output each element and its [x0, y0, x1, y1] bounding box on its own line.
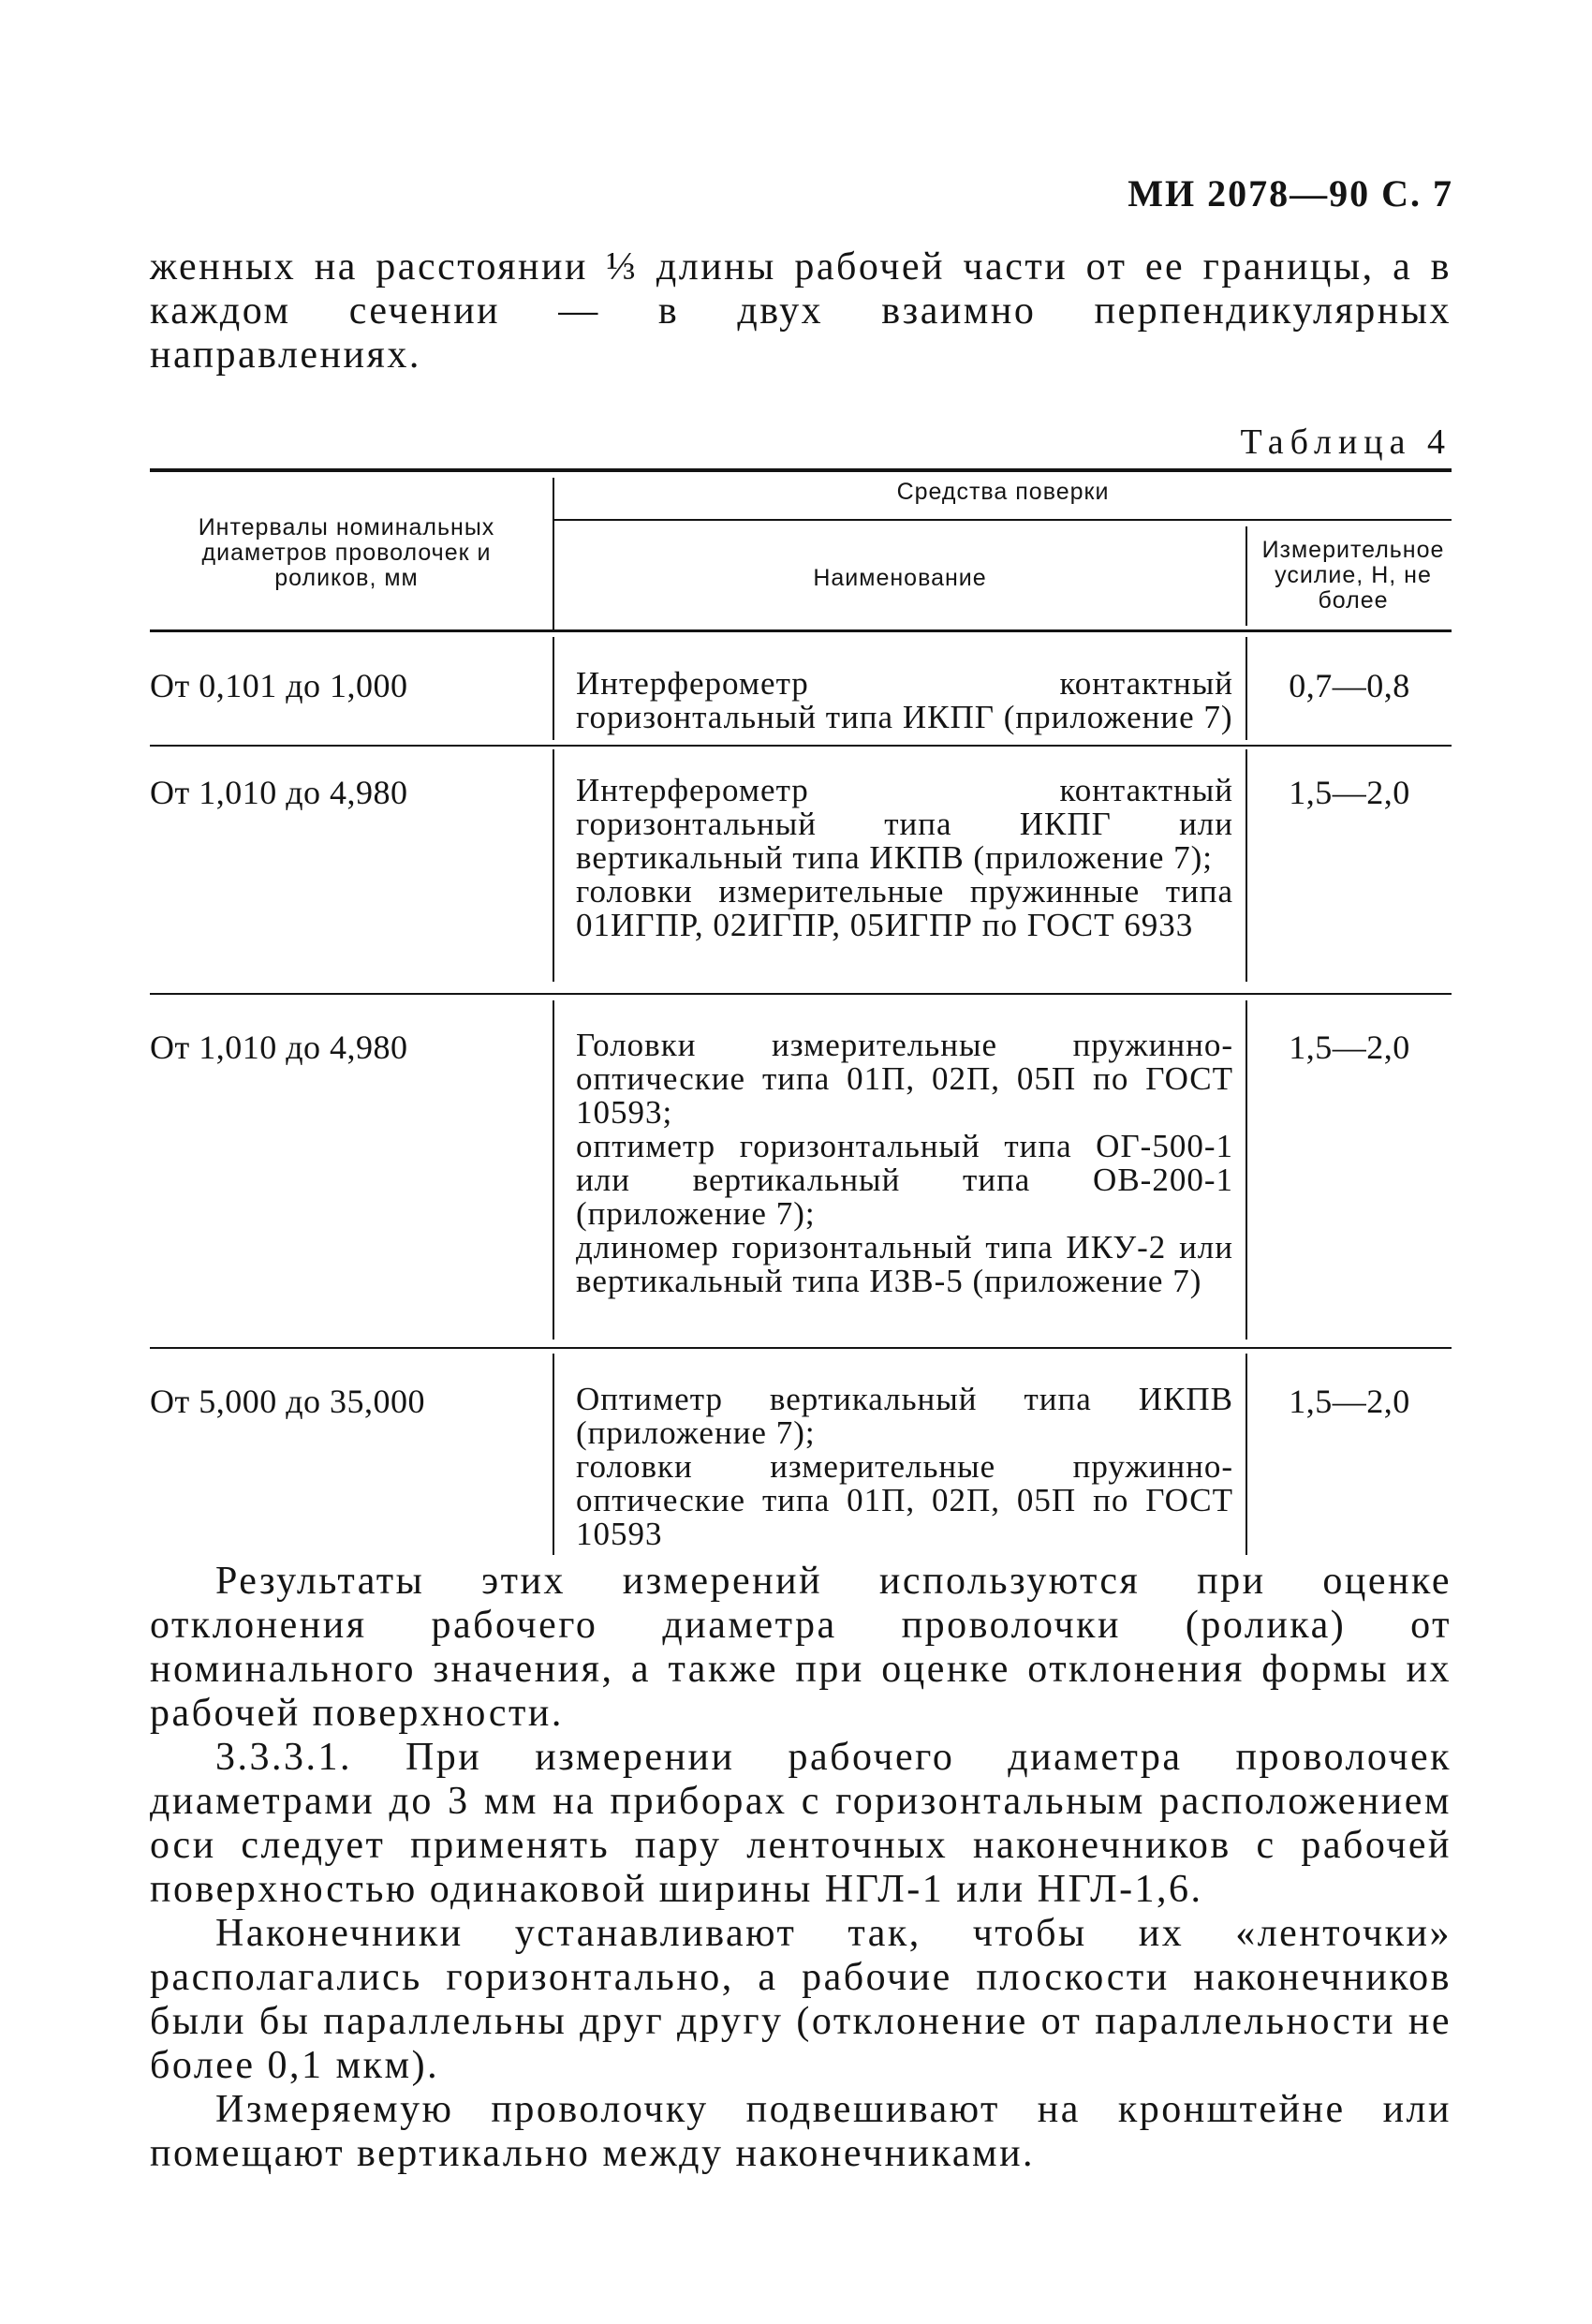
header-name: Наименование	[813, 565, 987, 591]
body-text	[150, 1560, 1452, 2176]
row-3-force: 1,5—2,0	[1289, 1029, 1410, 1066]
row-2-bottom-rule	[150, 993, 1452, 995]
header-bottom-rule	[150, 629, 1452, 632]
means-subheader-rule	[554, 519, 1452, 521]
row-1-means	[576, 667, 1233, 734]
row-2-left-divider	[553, 749, 554, 982]
row-3-means-item-2: оптиметр горизонтальный типа ОГ-500-1 или вертикальный типа ОВ-200-1 (приложение 7);	[576, 1128, 1233, 1232]
row-4-left-divider	[553, 1354, 554, 1555]
table-top-rule	[150, 468, 1452, 472]
row-3-left-divider	[553, 1000, 554, 1340]
intro-text: женных на расстоянии ⅓ длины рабочей части от ее границы, а в каждом сечении — в двух взаимно перпендикулярных направлениях.	[150, 245, 1452, 377]
header-intervals: Интервалы номинальных диаметров проволочек и роликов, мм	[198, 514, 495, 591]
header-force: Измерительное усилие, Н, не более	[1261, 537, 1445, 614]
row-4-means-item-1: Оптиметр вертикальный типа ИКПВ (приложение 7);	[576, 1381, 1233, 1451]
row-2-means-item-1: Интерферометр контактный горизонтальный типа ИКПГ или вертикальный типа ИКПВ (приложение 7);	[576, 772, 1233, 876]
row-3-means-item-1: Головки измерительные пружинно-оптические типа 01П, 02П, 05П по ГОСТ 10593;	[576, 1027, 1233, 1131]
header-means: Средства поверки	[896, 479, 1110, 505]
row-3-bottom-rule	[150, 1347, 1452, 1349]
paragraph-3-3-3-1: 3.3.3.1. При измерении рабочего диаметра проволочек диаметрами до 3 мм на приборах с горизонтальным расположением оси следует применять пару ленточных наконечников с рабочей поверхностью одинаковой ширины НГЛ-1 или НГЛ-1,6.	[150, 1736, 1452, 1911]
row-2-force: 1,5—2,0	[1289, 774, 1410, 811]
row-3-range: От 1,010 до 4,980	[150, 1029, 408, 1066]
paragraph-wire-mounting: Измеряемую проволочку подвешивают на кронштейне или помещают вертикально между наконечниками.	[150, 2088, 1452, 2175]
row-1-force: 0,7—0,8	[1289, 667, 1410, 704]
table-caption: Таблица 4	[1240, 422, 1452, 462]
row-1-left-divider	[553, 637, 554, 740]
row-3-means	[576, 1029, 1233, 1298]
row-2-means-item-2: головки измерительные пружинные типа 01ИГПР, 02ИГПР, 05ИГПР по ГОСТ 6933	[576, 873, 1233, 943]
row-4-force: 1,5—2,0	[1289, 1383, 1410, 1420]
row-4-means	[576, 1383, 1233, 1551]
row-1-bottom-rule	[150, 745, 1452, 747]
name-force-divider	[1246, 526, 1247, 626]
paragraph-tips-setup: Наконечники устанавливают так, чтобы их «ленточки» располагались горизонтально, а рабочие плоскости наконечников были бы параллельны друг другу (отклонение от параллельности не более 0,1 мкм).	[150, 1912, 1452, 2087]
row-4-means-item-2: головки измерительные пружинно-оптические типа 01П, 02П, 05П по ГОСТ 10593	[576, 1448, 1233, 1552]
verification-means-table	[150, 468, 1452, 1555]
row-1-means-item-1: Интерферометр контактный горизонтальный типа ИКПГ (приложение 7)	[576, 665, 1233, 735]
row-1-range: От 0,101 до 1,000	[150, 667, 408, 704]
row-2-range: От 1,010 до 4,980	[150, 774, 408, 811]
paragraph-results: Результаты этих измерений используются при оценке отклонения рабочего диаметра проволочки (ролика) от номинального значения, а также при оценке отклонения формы их рабочей поверхности.	[150, 1560, 1452, 1735]
page-header-doc-ref: МИ 2078—90 С. 7	[1128, 172, 1453, 215]
row-3-means-item-3: длиномер горизонтальный типа ИКУ-2 или вертикальный типа ИЗВ-5 (приложение 7)	[576, 1229, 1233, 1299]
intro-paragraph	[150, 245, 1452, 377]
row-2-means	[576, 774, 1233, 942]
row-4-range: От 5,000 до 35,000	[150, 1383, 426, 1420]
